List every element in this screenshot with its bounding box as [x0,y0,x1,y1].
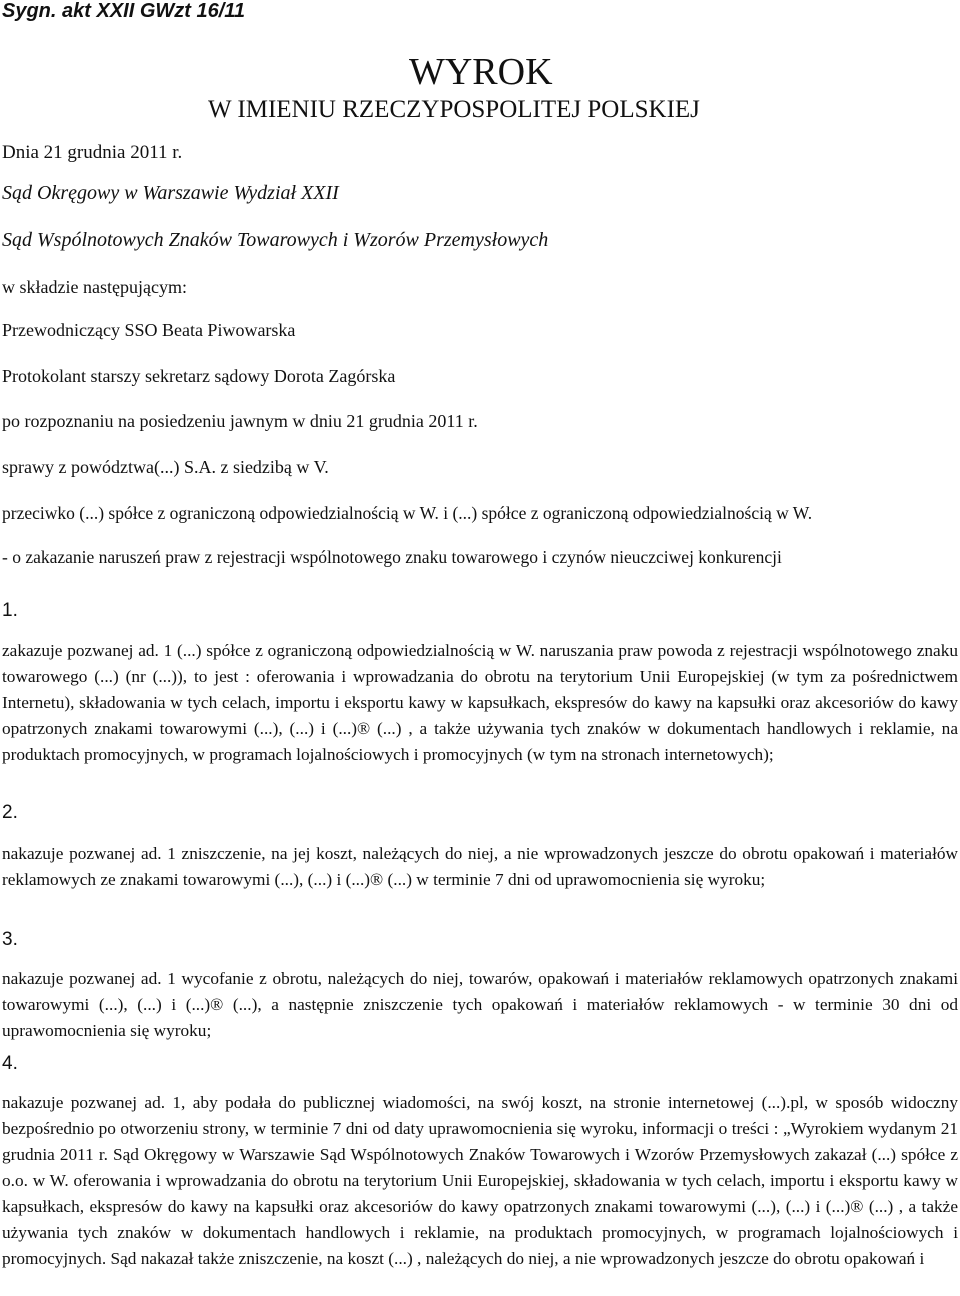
plaintiff: sprawy z powództwa(...) S.A. z siedzibą w V. [2,457,329,477]
hearing-info: po rozpoznaniu na posiedzeniu jawnym w dniu 21 grudnia 2011 r. [2,411,478,431]
point-number: 3. [2,929,18,950]
composition-intro: w składzie następującym: [2,277,187,297]
point-number: 1. [2,600,18,621]
presiding-judge: Przewodniczący SSO Beata Piwowarska [2,320,296,340]
court-clerk: Protokolant starszy sekretarz sądowy Dorota Zagórska [2,366,396,386]
court-division: Sąd Wspólnotowych Znaków Towarowych i Wzorów Przemysłowych [2,229,549,251]
point-text: nakazuje pozwanej ad. 1 zniszczenie, na jej koszt, należących do niej, a nie wprowadzonych jeszcze do obrotu opakowań i materiałów reklamowych ze znakami towarowymi (...), (...) i (...)® (...) w terminie 7 dni od uprawomocnienia się wyroku; [2,844,958,889]
point-number: 4. [2,1053,18,1074]
judgment-title: WYROK [409,51,553,93]
defendants: przeciwko (...) spółce z ograniczoną odpowiedzialnością w W. i (...) spółce z ograniczoną odpowiedzialnością w W. [2,503,813,523]
judgment-subtitle: W IMIENIU RZECZYPOSPOLITEJ POLSKIEJ [208,96,700,123]
case-signature: Sygn. akt XXII GWzt 16/11 [2,0,246,22]
point-text: nakazuje pozwanej ad. 1, aby podała do publicznej wiadomości, na swój koszt, na stronie internetowej (...).pl, w sposób widoczny bezpośrednio po otworzeniu strony, w terminie 7 dni od daty uprawomocnienia się wyroku, informacji o treści : „Wyrokiem wydanym 21 grudnia 2011 r. Sąd Okręgowy w Warszawie Sąd Wspólnotowych Znaków Towarowych i Wzorów Przemysłowych zakazał (...) spółce z o.o. w W. oferowania i wprowadzania do obrotu na terytorium Unii Europejskiej, składowania w tych celach, importu i eksportu kawy w kapsułkach, ekspresów do kawy na kapsułki oraz akcesoriów do kawy opatrzonych znakami towarowymi (...), (...) i (...)® (...) , a także używania tych znaków w dokumentach handlowych i reklamie, na produktach promocyjnych, w programach lojalnościowych i promocyjnych. Sąd nakazał także zniszczenie, na koszt (...) , należących do niej, a nie wprowadzonych jeszcze do obrotu opakowań i [2,1093,958,1268]
judgment-date: Dnia 21 grudnia 2011 r. [2,142,183,163]
case-subject: - o zakazanie naruszeń praw z rejestracji wspólnotowego znaku towarowego i czynów nieuczciwej konkurencji [2,547,782,567]
point-text: zakazuje pozwanej ad. 1 (...) spółce z ograniczoną odpowiedzialnością w W. naruszania praw powoda z rejestracji wspólnotowego znaku towarowego (...) (nr (...)), to jest : oferowania i wprowadzania do obrotu na terytorium Unii Europejskiej (w tym za pośrednictwem Internetu), składowania w tych celach, importu i eksportu kawy w kapsułkach, ekspresów do kawy na kapsułki oraz akcesoriów do kawy opatrzonych znakami towarowymi (...), (...) i (...)® (...) , a także używania tych znaków w dokumentach handlowych i reklamie, na produktach promocyjnych, w programach lojalnościowych i promocyjnych (w tym na stronach internetowych); [2,641,958,764]
point-number: 2. [2,802,18,823]
court-name: Sąd Okręgowy w Warszawie Wydział XXII [2,182,339,204]
point-text: nakazuje pozwanej ad. 1 wycofanie z obrotu, należących do niej, towarów, opakowań i materiałów reklamowych opatrzonych znakami towarowymi (...), (...) i (...)® (...), a następnie zniszczenie tych opakowań i materiałów reklamowych - w terminie 30 dni od uprawomocnienia się wyroku; [2,969,958,1040]
